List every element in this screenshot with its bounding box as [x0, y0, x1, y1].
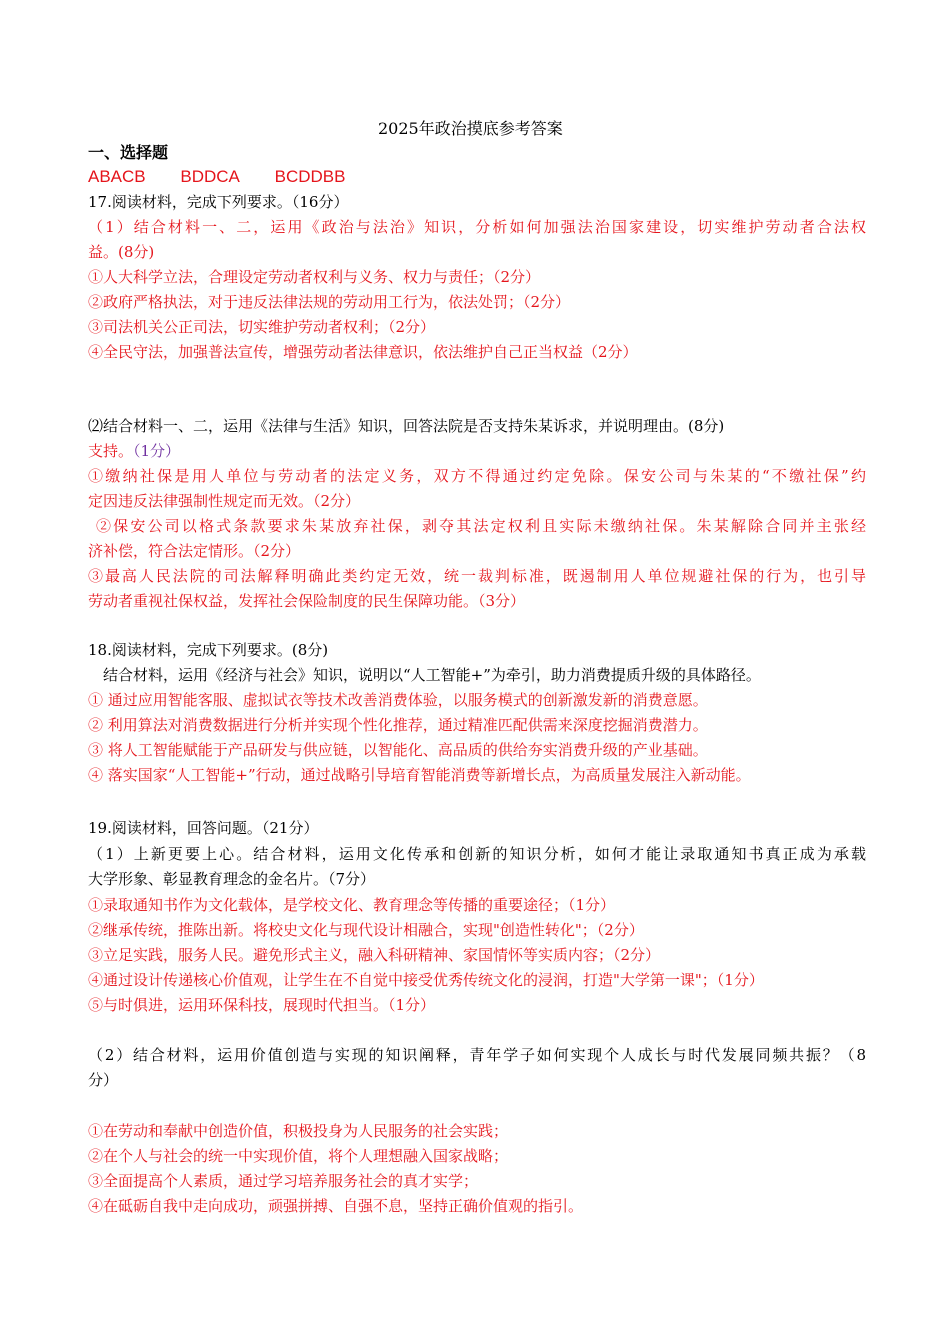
- q17-p2-reason-3-line2: 劳动者重视社保权益，发挥社会保险制度的民生保障功能。（3分）: [88, 592, 526, 610]
- q19-p1-item-1: ①录取通知书作为文化载体，是学校文化、教育理念等传播的重要途径；（1分）: [88, 896, 616, 914]
- q17-p1-item-1: ①人大科学立法，合理设定劳动者权利与义务、权力与责任；（2分）: [88, 268, 541, 286]
- q17-p1-item-3: ③司法机关公正司法，切实维护劳动者权利；（2分）: [88, 318, 436, 336]
- q19-p1-item-3: ③立足实践，服务人民。避免形式主义，融入科研精神、家国情怀等实质内容；（2分）: [88, 946, 661, 964]
- q18-prompt: 结合材料，运用《经济与社会》知识，说明以“人工智能+”为牵引，助力消费提质升级的具体路径。: [103, 666, 761, 684]
- q19-p2-item-2: ②在个人与社会的统一中实现价值，将个人理想融入国家战略；: [88, 1147, 509, 1165]
- q17-p2-reason-2-line2: 济补偿，符合法定情形。（2分）: [88, 542, 301, 560]
- q19-p2-item-3: ③全面提高个人素质，通过学习培养服务社会的真才实学；: [88, 1172, 479, 1190]
- q19-p1-prompt-line2: 大学形象、彰显教育理念的金名片。（7分）: [88, 870, 376, 888]
- q17-p1-item-2: ②政府严格执法，对于违反法律法规的劳动用工行为，依法处罚；（2分）: [88, 293, 571, 311]
- q19-stem: 19.阅读材料，回答问题。（21分）: [88, 819, 319, 837]
- q19-p1-item-4: ④通过设计传递核心价值观，让学生在不自觉中接受优秀传统文化的浸润，打造"大学第一课"；（1分）: [88, 971, 764, 989]
- answer-group-1: ABACB: [88, 167, 146, 186]
- q17-p2-support-text: 支持。: [88, 442, 134, 460]
- q17-p1-prompt-line2: 益。(8分): [88, 243, 155, 261]
- q17-p2-support: [88, 442, 180, 460]
- q17-stem: 17.阅读材料，完成下列要求。（16分）: [88, 193, 349, 211]
- q19-p2-prompt-line2: 分）: [88, 1071, 119, 1089]
- q17-p1-prompt-line1: （1）结合材料一、二，运用《政治与法治》知识，分析如何加强法治国家建设，切实维护劳动者合法权: [88, 218, 866, 236]
- answer-group-2: BDDCA: [180, 167, 240, 186]
- q19-p1-item-2: ②继承传统，推陈出新。将校史文化与现代设计相融合，实现"创造性转化"；（2分）: [88, 921, 644, 939]
- q18-item-4: ④ 落实国家“人工智能+”行动，通过战略引导培育智能消费等新增长点，为高质量发展注入新动能。: [88, 766, 751, 784]
- q17-p2-reason-3-line1: ③最高人民法院的司法解释明确此类约定无效，统一裁判标准，既遏制用人单位规避社保的行为，也引导: [88, 567, 866, 585]
- q17-p2-support-score: （1分）: [133, 442, 181, 460]
- choice-answers: [88, 168, 375, 186]
- q19-p1-prompt-line1: （1）上新更要上心。结合材料，运用文化传承和创新的知识分析，如何才能让录取通知书真正成为承载: [88, 845, 866, 863]
- q19-p1-item-5: ⑤与时俱进，运用环保科技，展现时代担当。（1分）: [88, 996, 436, 1014]
- answer-group-3: BCDDBB: [274, 167, 346, 186]
- q18-item-2: ② 利用算法对消费数据进行分析并实现个性化推荐，通过精准匹配供需来深度挖掘消费潜力。: [88, 716, 708, 734]
- q17-p2-reason-2-line1: ②保安公司以格式条款要求朱某放弃社保，剥夺其法定权利且实际未缴纳社保。朱某解除合同并主张经: [96, 517, 866, 535]
- q18-item-3: ③ 将人工智能赋能于产品研发与供应链，以智能化、高品质的供给夯实消费升级的产业基础。: [88, 741, 708, 759]
- q18-stem: 18.阅读材料，完成下列要求。(8分): [88, 641, 329, 659]
- q18-item-1: ① 通过应用智能客服、虚拟试衣等技术改善消费体验，以服务模式的创新激发新的消费意愿。: [88, 691, 708, 709]
- q17-p2-reason-1-line2: 定因违反法律强制性规定而无效。（2分）: [88, 492, 361, 510]
- section-heading-choice: 一、选择题: [88, 145, 169, 162]
- q17-p2-prompt: ⑵结合材料一、二，运用《法律与生活》知识，回答法院是否支持朱某诉求，并说明理由。(8分): [88, 417, 725, 435]
- q17-p1-item-4: ④全民守法，加强普法宣传，增强劳动者法律意识，依法维护自己正当权益（2分）: [88, 343, 638, 361]
- q17-p2-reason-1-line1: ①缴纳社保是用人单位与劳动者的法定义务，双方不得通过约定免除。保安公司与朱某的“不缴社保”约: [88, 467, 866, 485]
- q19-p2-item-4: ④在砥砺自我中走向成功，顽强拼搏、自强不息，坚持正确价值观的指引。: [88, 1197, 584, 1215]
- page-title: 2025年政治摸底参考答案: [378, 119, 563, 138]
- q19-p2-prompt-line1: （2）结合材料，运用价值创造与实现的知识阐释，青年学子如何实现个人成长与时代发展同频共振？（8: [88, 1046, 866, 1064]
- q19-p2-item-1: ①在劳动和奉献中创造价值，积极投身为人民服务的社会实践；: [88, 1122, 509, 1140]
